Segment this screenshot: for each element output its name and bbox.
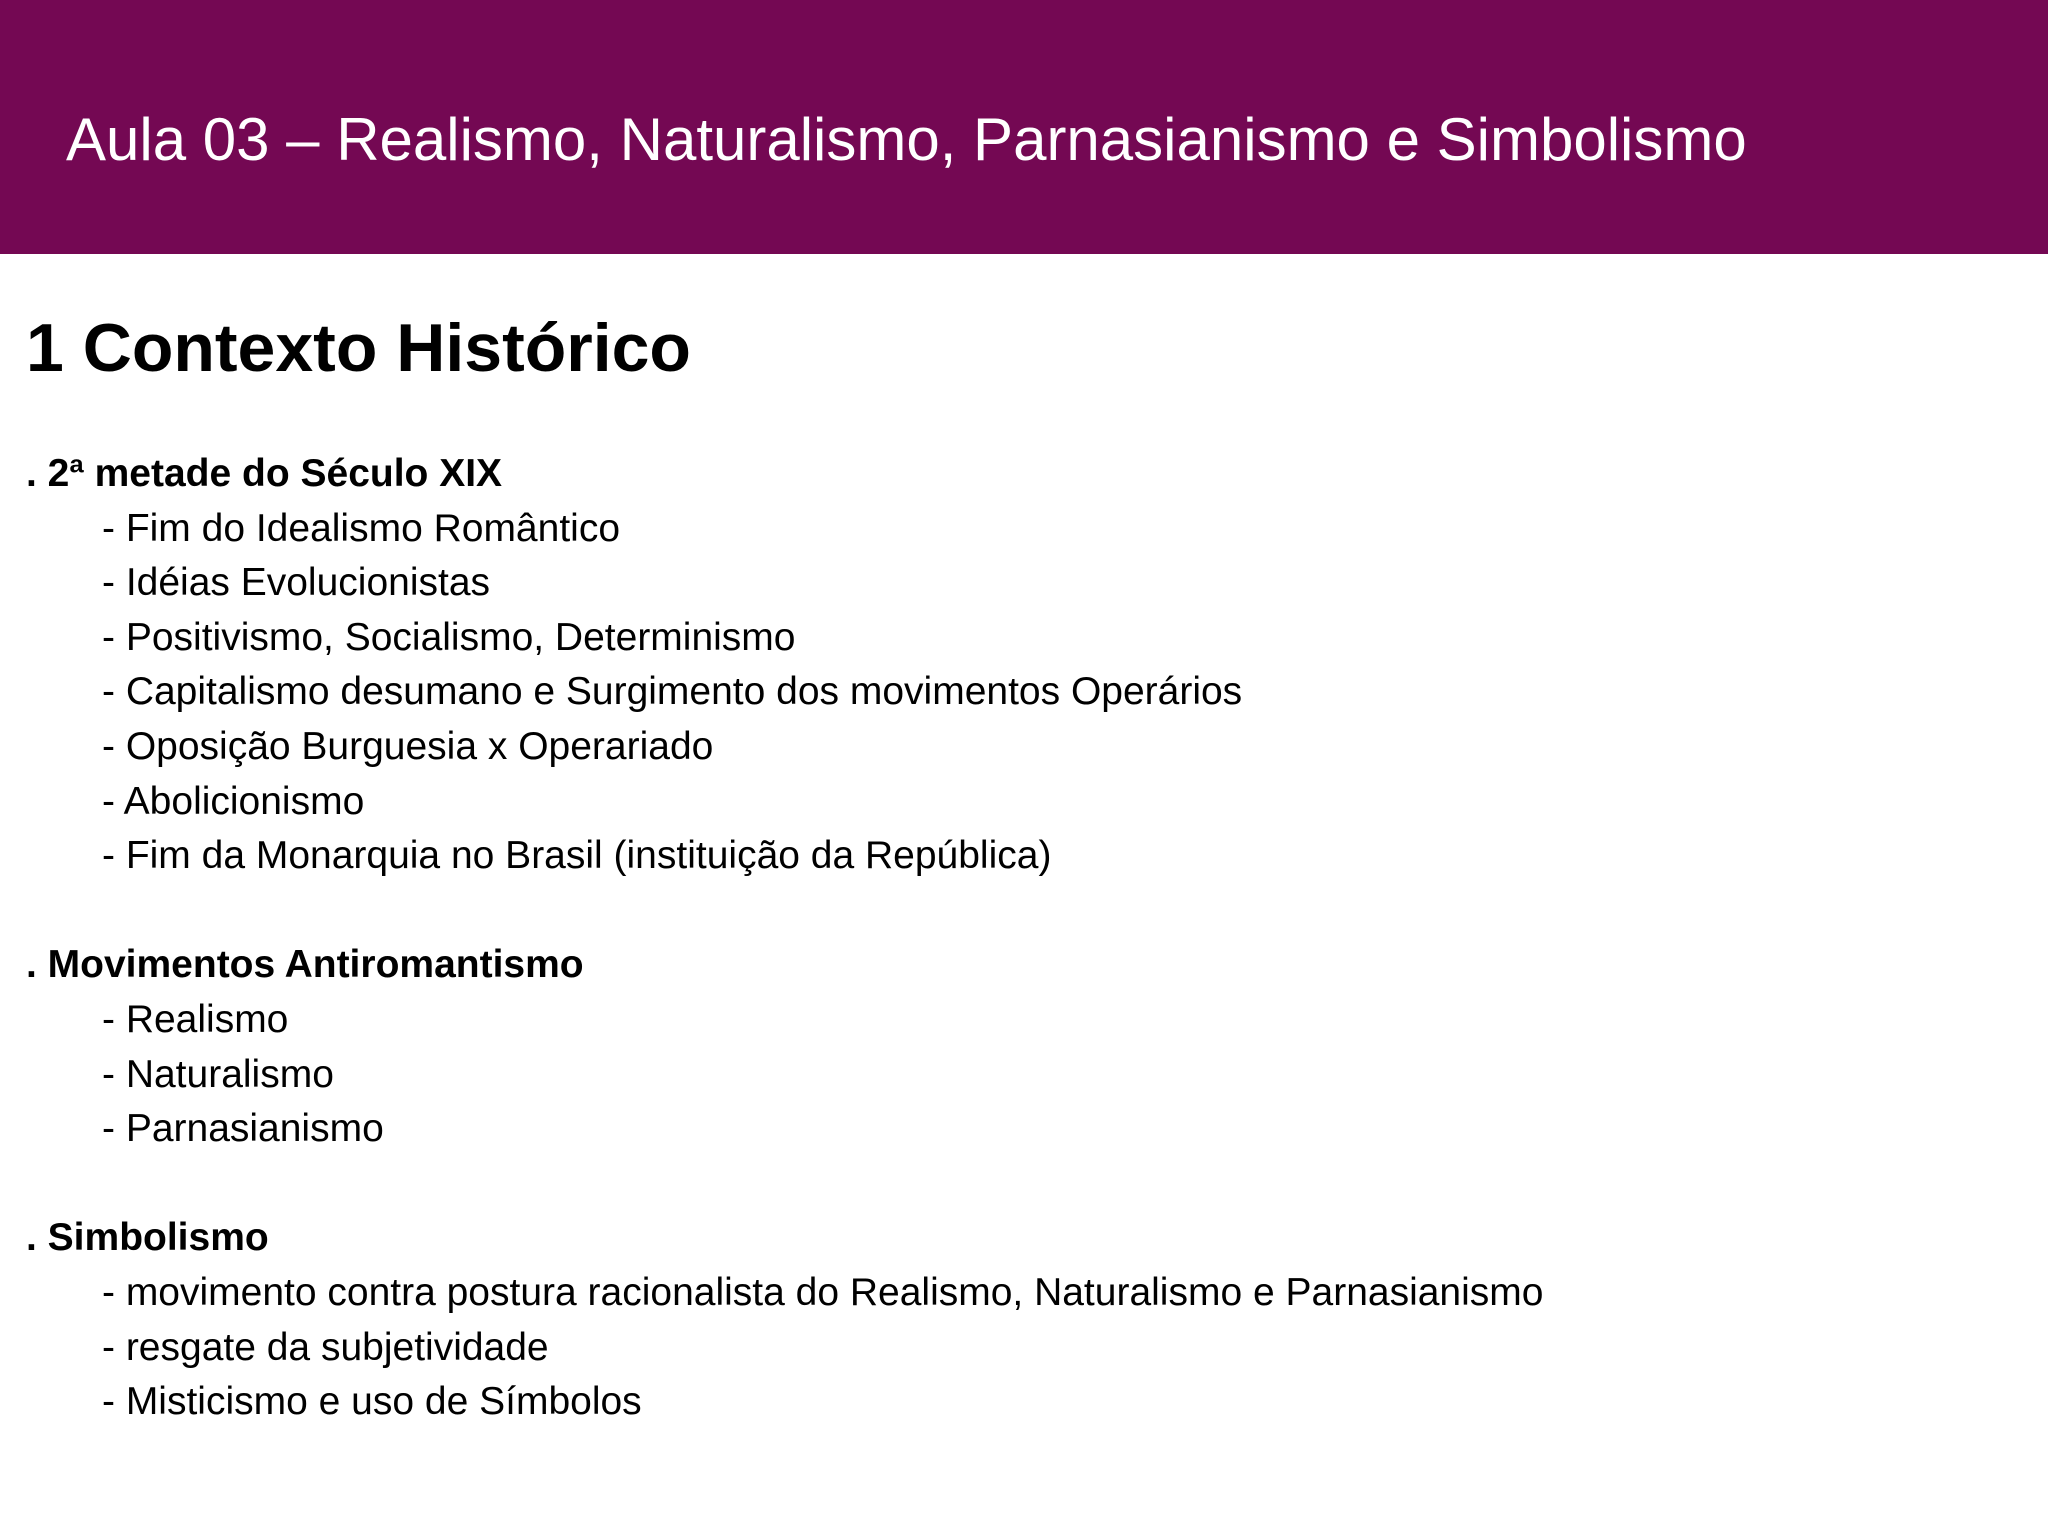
topic-item: - movimento contra postura racionalista do Realismo, Naturalismo e Parnasianismo — [102, 1270, 1544, 1314]
section-heading: 1 Contexto Histórico — [26, 310, 691, 386]
topic-item: - Naturalismo — [102, 1052, 334, 1096]
topic-item: - Misticismo e uso de Símbolos — [102, 1380, 642, 1424]
topic-item: - Realismo — [102, 997, 289, 1041]
topic-title: . Simbolismo — [26, 1216, 269, 1260]
topic-title: . 2ª metade do Século XIX — [26, 452, 503, 495]
title-banner — [0, 0, 2048, 254]
topic-item: - Fim do Idealismo Romântico — [102, 506, 621, 550]
topic-item: - Positivismo, Socialismo, Determinismo — [102, 615, 796, 659]
topic-item: - Idéias Evolucionistas — [102, 561, 491, 605]
topic-item: - Parnasianismo — [102, 1107, 384, 1151]
topic-item: - Abolicionismo — [102, 779, 365, 823]
topic-group-antiromantismo — [26, 938, 2016, 1156]
topic-title: . Movimentos Antiromantismo — [26, 943, 584, 987]
topic-group-seculo-xix — [26, 447, 2016, 884]
slide-body — [26, 447, 2016, 1484]
topic-item: - Oposição Burguesia x Operariado — [102, 724, 714, 768]
topic-group-simbolismo — [26, 1211, 2016, 1429]
topic-item: - resgate da subjetividade — [102, 1325, 549, 1369]
topic-item: - Capitalismo desumano e Surgimento dos movimentos Operários — [102, 670, 1243, 714]
slide-title: Aula 03 – Realismo, Naturalismo, Parnasianismo e Simbolismo — [66, 106, 1747, 173]
topic-item: - Fim da Monarquia no Brasil (instituição da República) — [102, 834, 1052, 878]
